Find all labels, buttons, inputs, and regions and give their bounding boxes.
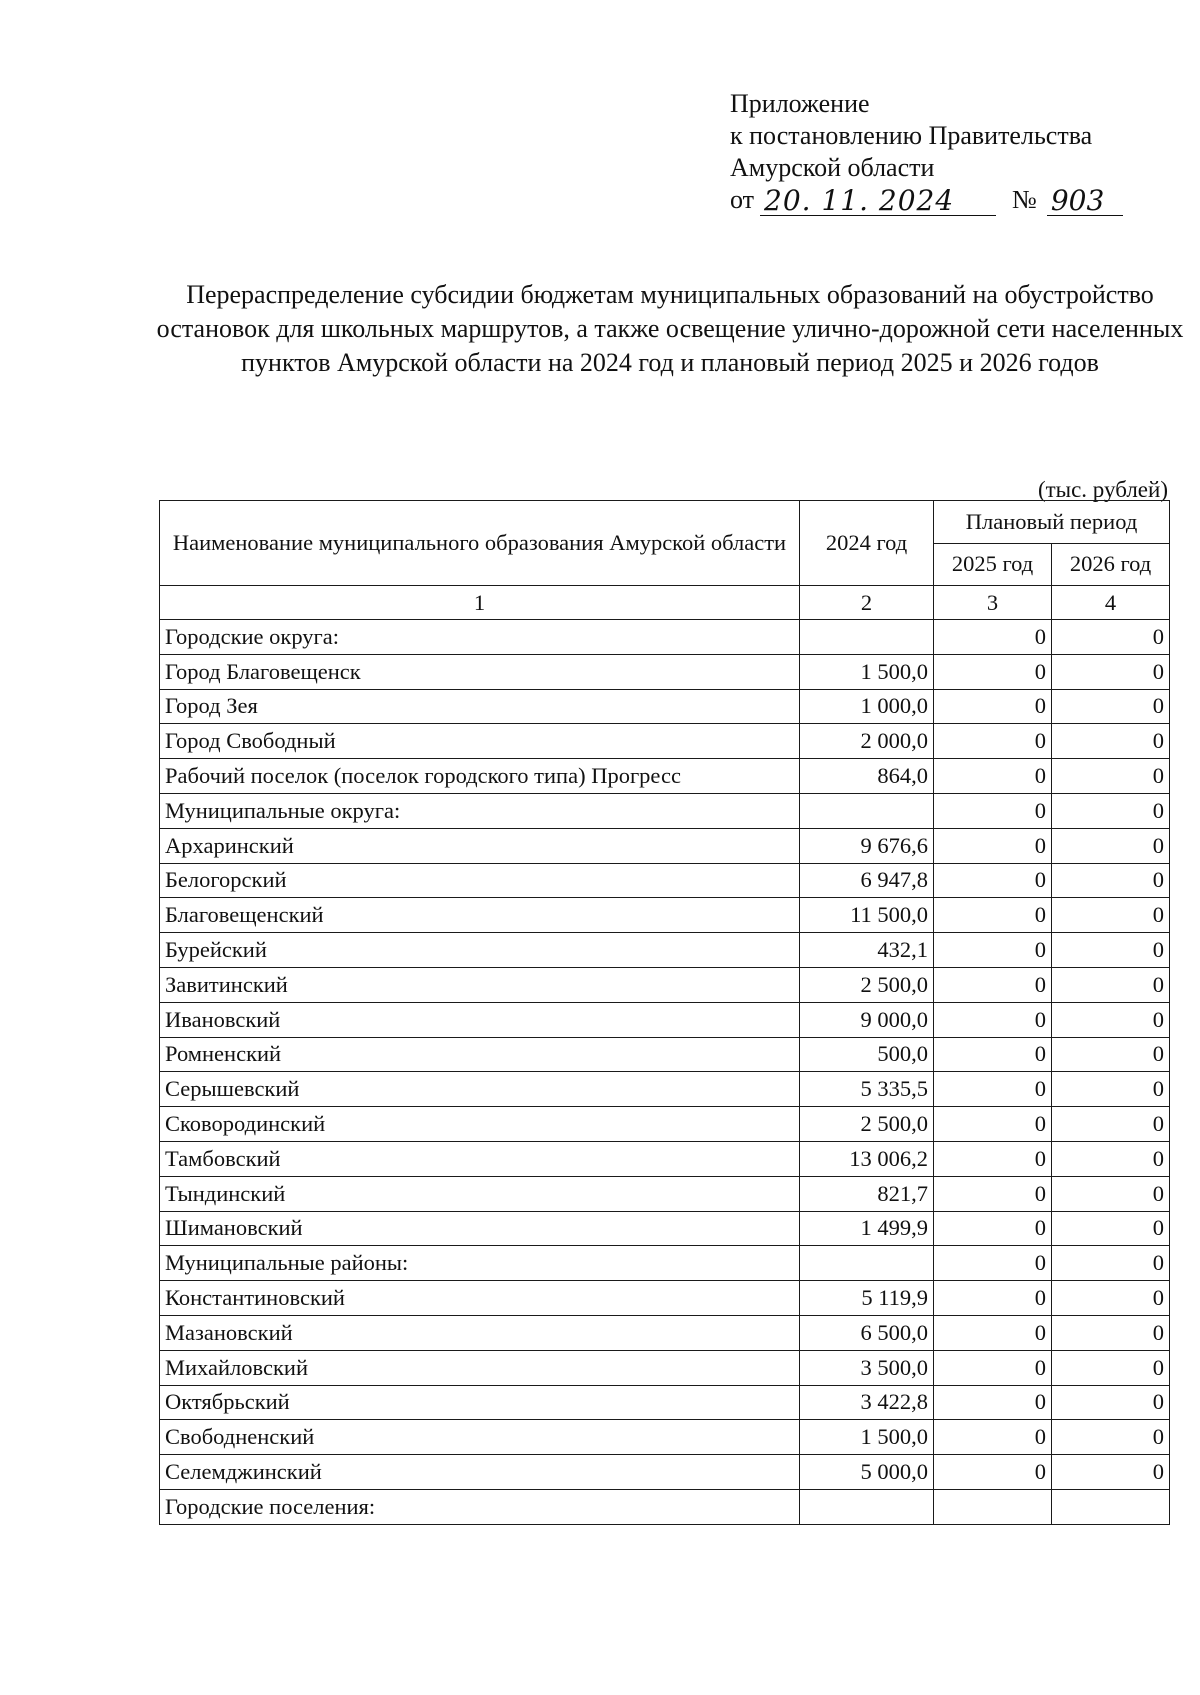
table-row bbox=[160, 1176, 1170, 1211]
cell-2024: 6 947,8 bbox=[800, 863, 934, 898]
cell-name: Город Зея bbox=[160, 689, 800, 724]
cell-2026: 0 bbox=[1052, 967, 1170, 1002]
table-row bbox=[160, 1385, 1170, 1420]
cell-name: Свободненский bbox=[160, 1420, 800, 1455]
cell-2024: 3 500,0 bbox=[800, 1350, 934, 1385]
cell-2024: 9 676,6 bbox=[800, 828, 934, 863]
cell-2025: 0 bbox=[934, 1455, 1052, 1490]
cell-2025: 0 bbox=[934, 933, 1052, 968]
cell-2026 bbox=[1052, 1489, 1170, 1524]
cell-2024: 500,0 bbox=[800, 1037, 934, 1072]
cell-2025: 0 bbox=[934, 1246, 1052, 1281]
cell-name: Серышевский bbox=[160, 1072, 800, 1107]
approval-line-2: к постановлению Правительства bbox=[730, 121, 1093, 150]
cell-2026: 0 bbox=[1052, 1176, 1170, 1211]
cell-name: Октябрьский bbox=[160, 1385, 800, 1420]
cell-2024: 3 422,8 bbox=[800, 1385, 934, 1420]
cell-2026: 0 bbox=[1052, 724, 1170, 759]
cell-2026: 0 bbox=[1052, 1037, 1170, 1072]
cell-2026: 0 bbox=[1052, 1350, 1170, 1385]
cell-2025: 0 bbox=[934, 1315, 1052, 1350]
table-body bbox=[160, 620, 1170, 1525]
cell-2024: 2 500,0 bbox=[800, 967, 934, 1002]
cell-2025: 0 bbox=[934, 1037, 1052, 1072]
cell-2025: 0 bbox=[934, 1141, 1052, 1176]
cell-2024: 1 499,9 bbox=[800, 1211, 934, 1246]
cell-2025: 0 bbox=[934, 1002, 1052, 1037]
cell-2026: 0 bbox=[1052, 1315, 1170, 1350]
cell-2024: 2 500,0 bbox=[800, 1107, 934, 1142]
cell-2025 bbox=[934, 1489, 1052, 1524]
cell-name: Завитинский bbox=[160, 967, 800, 1002]
header-planned-period: Плановый период bbox=[934, 501, 1170, 544]
table-row bbox=[160, 620, 1170, 655]
cell-name: Тындинский bbox=[160, 1176, 800, 1211]
cell-2026: 0 bbox=[1052, 793, 1170, 828]
header-2025: 2025 год bbox=[934, 543, 1052, 586]
column-number: 2 bbox=[800, 586, 934, 620]
table-row bbox=[160, 1489, 1170, 1524]
column-number: 1 bbox=[160, 586, 800, 620]
cell-2025: 0 bbox=[934, 1281, 1052, 1316]
cell-name: Константиновский bbox=[160, 1281, 800, 1316]
table-row bbox=[160, 793, 1170, 828]
table-row bbox=[160, 654, 1170, 689]
cell-name: Рабочий поселок (поселок городского типа) Прогресс bbox=[160, 759, 800, 794]
cell-2024: 2 000,0 bbox=[800, 724, 934, 759]
table-row bbox=[160, 1037, 1170, 1072]
unit-label: (тыс. рублей) bbox=[1037, 477, 1168, 502]
cell-2026: 0 bbox=[1052, 898, 1170, 933]
cell-name: Сковородинский bbox=[160, 1107, 800, 1142]
cell-name: Муниципальные районы: bbox=[160, 1246, 800, 1281]
cell-2024: 5 335,5 bbox=[800, 1072, 934, 1107]
approval-line-1: Приложение bbox=[730, 89, 870, 118]
table-row bbox=[160, 898, 1170, 933]
cell-2026: 0 bbox=[1052, 759, 1170, 794]
cell-2025: 0 bbox=[934, 759, 1052, 794]
cell-name: Город Благовещенск bbox=[160, 654, 800, 689]
cell-2025: 0 bbox=[934, 689, 1052, 724]
cell-2025: 0 bbox=[934, 1385, 1052, 1420]
approval-date-row bbox=[730, 184, 1123, 216]
cell-name: Ивановский bbox=[160, 1002, 800, 1037]
cell-2024 bbox=[800, 793, 934, 828]
cell-name: Архаринский bbox=[160, 828, 800, 863]
cell-2024: 821,7 bbox=[800, 1176, 934, 1211]
cell-2024: 1 000,0 bbox=[800, 689, 934, 724]
cell-2025: 0 bbox=[934, 863, 1052, 898]
cell-2026: 0 bbox=[1052, 828, 1170, 863]
cell-2024: 5 000,0 bbox=[800, 1455, 934, 1490]
handwritten-date: 20. 11. 2024 bbox=[760, 187, 996, 216]
cell-2026: 0 bbox=[1052, 1420, 1170, 1455]
cell-2024: 5 119,9 bbox=[800, 1281, 934, 1316]
number-label: № bbox=[1012, 185, 1037, 214]
approval-block bbox=[730, 88, 1123, 216]
cell-2026: 0 bbox=[1052, 620, 1170, 655]
cell-2026: 0 bbox=[1052, 1455, 1170, 1490]
table-row bbox=[160, 1072, 1170, 1107]
cell-name: Мазановский bbox=[160, 1315, 800, 1350]
from-label: от bbox=[730, 185, 755, 214]
cell-2024 bbox=[800, 620, 934, 655]
cell-name: Тамбовский bbox=[160, 1141, 800, 1176]
cell-2025: 0 bbox=[934, 967, 1052, 1002]
cell-name: Селемджинский bbox=[160, 1455, 800, 1490]
cell-name: Белогорский bbox=[160, 863, 800, 898]
cell-name: Благовещенский bbox=[160, 898, 800, 933]
cell-name: Михайловский bbox=[160, 1350, 800, 1385]
header-2026: 2026 год bbox=[1052, 543, 1170, 586]
table-row bbox=[160, 863, 1170, 898]
cell-2025: 0 bbox=[934, 828, 1052, 863]
table-row bbox=[160, 1002, 1170, 1037]
cell-2025: 0 bbox=[934, 793, 1052, 828]
cell-2025: 0 bbox=[934, 724, 1052, 759]
table-row bbox=[160, 1211, 1170, 1246]
column-number: 3 bbox=[934, 586, 1052, 620]
table-row bbox=[160, 724, 1170, 759]
cell-2024: 432,1 bbox=[800, 933, 934, 968]
cell-2026: 0 bbox=[1052, 1281, 1170, 1316]
header-name: Наименование муниципального образования Амурской области bbox=[160, 501, 800, 586]
table-row bbox=[160, 1281, 1170, 1316]
table-row bbox=[160, 1246, 1170, 1281]
cell-2024 bbox=[800, 1246, 934, 1281]
cell-2025: 0 bbox=[934, 654, 1052, 689]
cell-2024: 1 500,0 bbox=[800, 1420, 934, 1455]
cell-name: Городские поселения: bbox=[160, 1489, 800, 1524]
cell-2024: 13 006,2 bbox=[800, 1141, 934, 1176]
cell-2025: 0 bbox=[934, 1211, 1052, 1246]
table-row bbox=[160, 759, 1170, 794]
document-title: Перераспределение субсидии бюджетам муниципальных образований на обустройство остановок для школьных маршрутов, а также освещение улично-дорожной сети населенных пунктов Амурской области на 2024 год и плановый период 2025 и 2026 годов bbox=[156, 280, 1184, 377]
cell-2026: 0 bbox=[1052, 1246, 1170, 1281]
cell-name: Шимановский bbox=[160, 1211, 800, 1246]
cell-2026: 0 bbox=[1052, 1211, 1170, 1246]
cell-2026: 0 bbox=[1052, 689, 1170, 724]
cell-2024 bbox=[800, 1489, 934, 1524]
table-row bbox=[160, 1315, 1170, 1350]
cell-2026: 0 bbox=[1052, 933, 1170, 968]
cell-2025: 0 bbox=[934, 620, 1052, 655]
cell-2025: 0 bbox=[934, 1350, 1052, 1385]
cell-name: Муниципальные округа: bbox=[160, 793, 800, 828]
table-row bbox=[160, 1420, 1170, 1455]
cell-2026: 0 bbox=[1052, 1002, 1170, 1037]
cell-2024: 864,0 bbox=[800, 759, 934, 794]
column-number: 4 bbox=[1052, 586, 1170, 620]
cell-name: Город Свободный bbox=[160, 724, 800, 759]
cell-2026: 0 bbox=[1052, 1107, 1170, 1142]
cell-name: Городские округа: bbox=[160, 620, 800, 655]
cell-2025: 0 bbox=[934, 1176, 1052, 1211]
cell-2026: 0 bbox=[1052, 863, 1170, 898]
cell-name: Ромненский bbox=[160, 1037, 800, 1072]
table-row bbox=[160, 933, 1170, 968]
table-row bbox=[160, 1141, 1170, 1176]
table-row bbox=[160, 1455, 1170, 1490]
cell-2026: 0 bbox=[1052, 1385, 1170, 1420]
cell-2026: 0 bbox=[1052, 1072, 1170, 1107]
cell-2024: 11 500,0 bbox=[800, 898, 934, 933]
cell-name: Бурейский bbox=[160, 933, 800, 968]
cell-2026: 0 bbox=[1052, 654, 1170, 689]
cell-2025: 0 bbox=[934, 898, 1052, 933]
subsidy-table bbox=[159, 500, 1170, 1525]
handwritten-number: 903 bbox=[1047, 187, 1123, 216]
cell-2026: 0 bbox=[1052, 1141, 1170, 1176]
table-row bbox=[160, 828, 1170, 863]
table-row bbox=[160, 1107, 1170, 1142]
approval-line-3: Амурской области bbox=[730, 153, 935, 182]
cell-2024: 6 500,0 bbox=[800, 1315, 934, 1350]
cell-2024: 9 000,0 bbox=[800, 1002, 934, 1037]
cell-2025: 0 bbox=[934, 1072, 1052, 1107]
cell-2025: 0 bbox=[934, 1107, 1052, 1142]
table-row bbox=[160, 967, 1170, 1002]
table-row bbox=[160, 1350, 1170, 1385]
cell-2025: 0 bbox=[934, 1420, 1052, 1455]
table-row bbox=[160, 689, 1170, 724]
header-2024: 2024 год bbox=[800, 501, 934, 586]
cell-2024: 1 500,0 bbox=[800, 654, 934, 689]
